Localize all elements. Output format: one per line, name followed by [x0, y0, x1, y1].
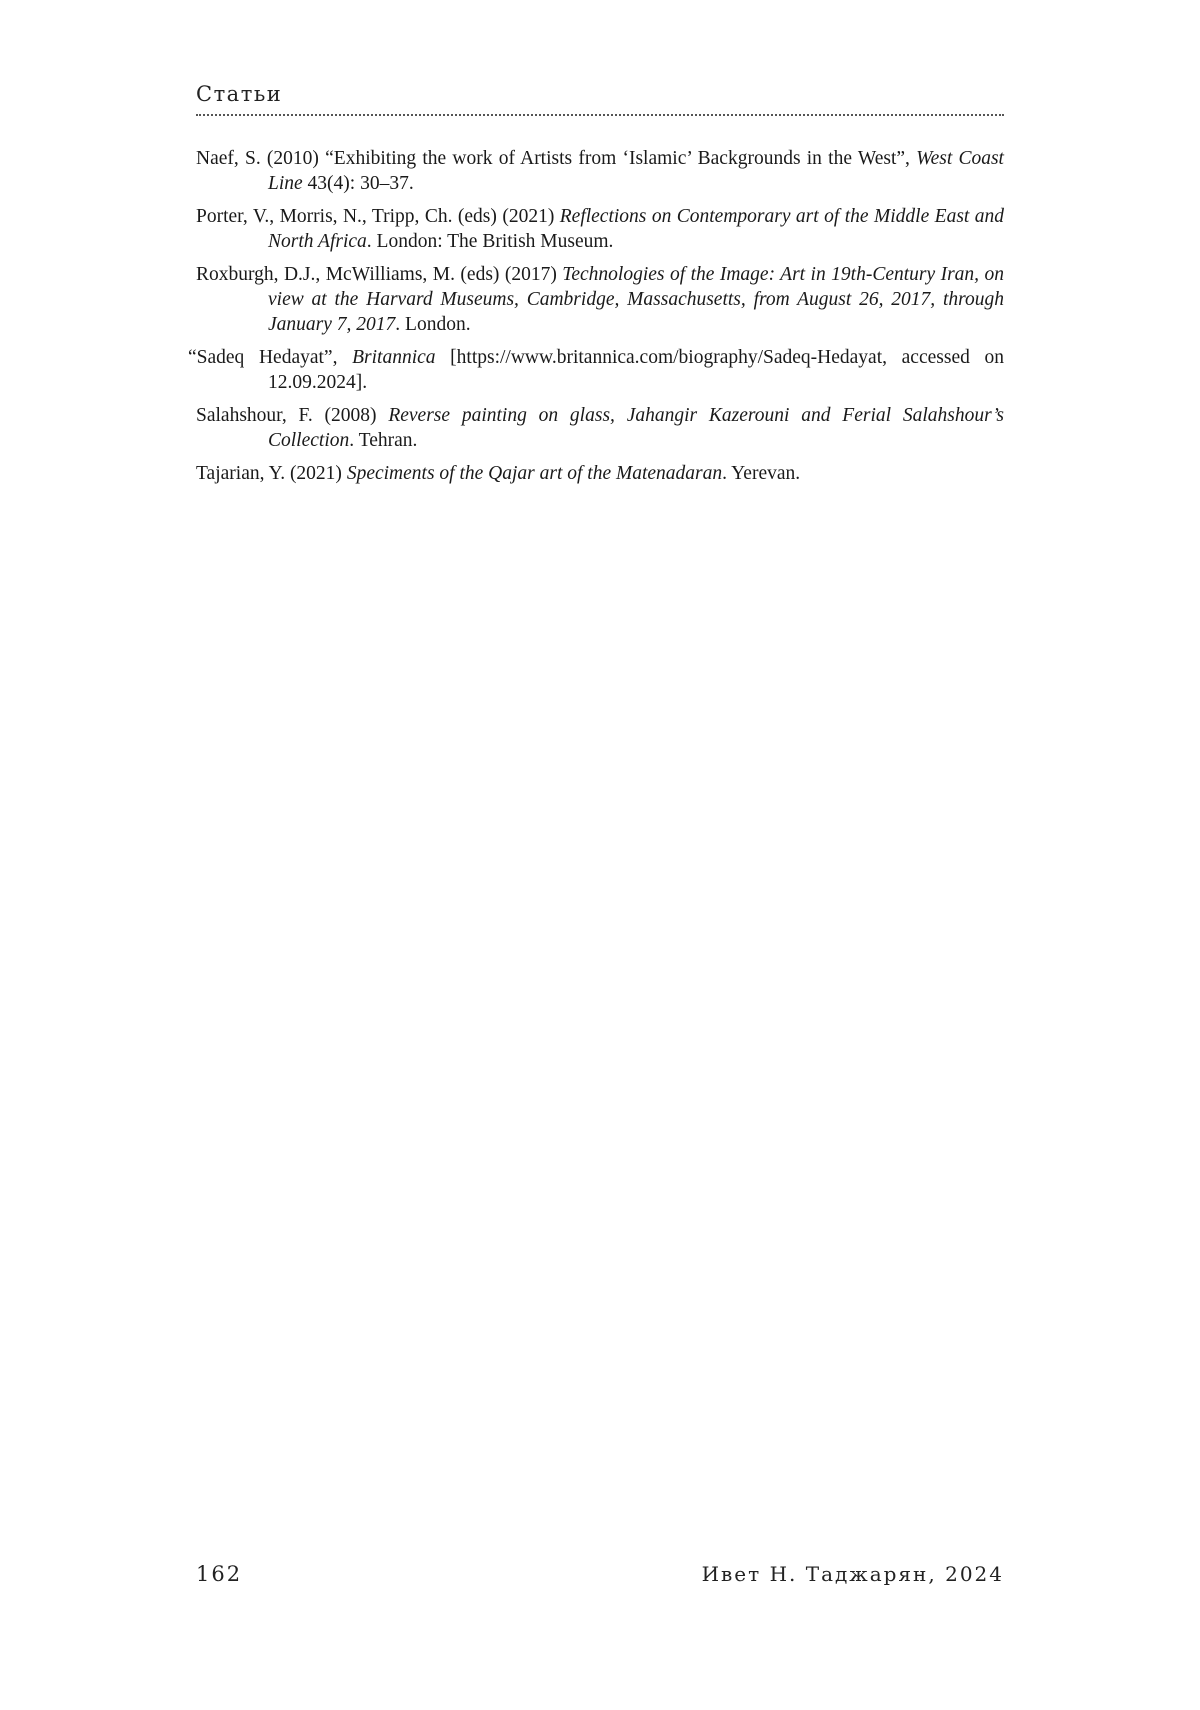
- entry-text: Naef, S. (2010) “Exhibiting the work of Artists from ‘Islamic’ Backgrounds in the West”,: [196, 148, 917, 169]
- entry-text: . London: The British Museum.: [366, 231, 614, 252]
- bibliography-entry-hedayat: [188, 345, 1005, 395]
- entry-text: . London.: [395, 314, 471, 335]
- page-footer: [196, 1562, 1004, 1592]
- entry-text: “Sadeq Hedayat”,: [188, 347, 353, 368]
- entry-title: West Coast Line: [268, 148, 1004, 194]
- bibliography-entry-tajarian: [196, 461, 1004, 486]
- entry-title: Technologies of the Image: Art in 19th-Century Iran, on view at the Harvard Museums, Cambridge, Massachusetts, from August 26, 2017, through January 7, 2017: [268, 264, 1004, 335]
- entry-text: [https://www.britannica.com/biography/Sadeq-Hedayat, accessed on 12.09.2024].: [268, 347, 1005, 393]
- entry-text: Porter, V., Morris, N., Tripp, Ch. (eds) (2021): [196, 206, 560, 227]
- running-footer: Ивет Н. Таджарян, 2024: [701, 1562, 1004, 1586]
- page-number: 162: [196, 1562, 243, 1586]
- entry-title: Britannica: [352, 347, 436, 368]
- entry-text: . Tehran.: [349, 430, 418, 451]
- bibliography-list: [188, 146, 1005, 494]
- section-header: [196, 80, 1004, 116]
- dotted-divider: [196, 114, 1004, 116]
- entry-text: . Yerevan.: [722, 463, 801, 484]
- entry-title: Reverse painting on glass, Jahangir Kazerouni and Ferial Salahshour’s Collection: [268, 405, 1004, 451]
- bibliography-entry-roxburgh: [196, 262, 1004, 337]
- section-title: Статьи: [196, 82, 283, 106]
- bibliography-entry-porter: [196, 204, 1004, 254]
- entry-text: Salahshour, F. (2008): [196, 405, 389, 426]
- entry-title: Speciments of the Qajar art of the Matenadaran: [346, 463, 723, 484]
- entry-text: Roxburgh, D.J., McWilliams, M. (eds) (2017): [196, 264, 563, 285]
- entry-text: Tajarian, Y. (2021): [196, 463, 347, 484]
- bibliography-entry-salahshour: [196, 403, 1004, 453]
- bibliography-entry-naef: [196, 146, 1004, 196]
- entry-text: 43(4): 30–37.: [302, 173, 414, 194]
- entry-title: Reflections on Contemporary art of the Middle East and North Africa: [268, 206, 1005, 252]
